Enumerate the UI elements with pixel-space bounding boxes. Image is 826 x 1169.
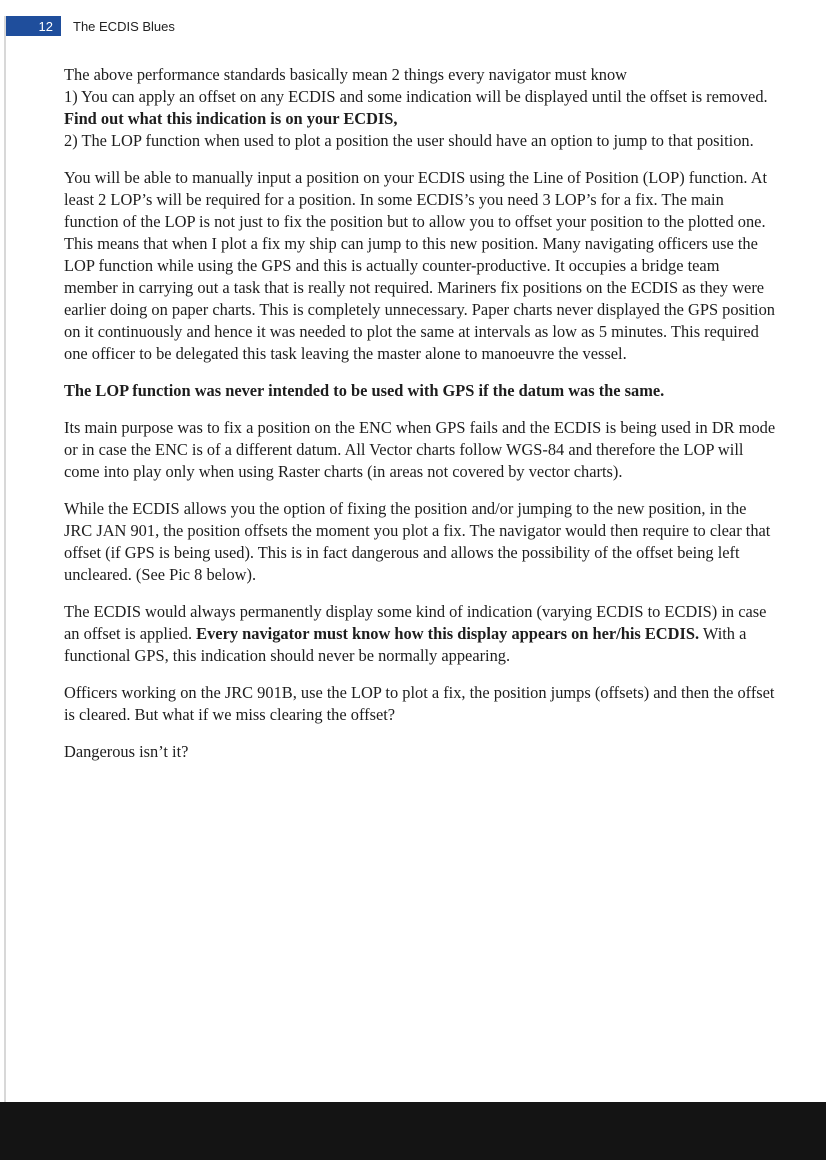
paragraph-lop-warning [64,380,776,402]
paragraph-jrc-offset: While the ECDIS allows you the option of fixing the position and/or jumping to the new position, in the JRC JAN 901, the position offsets the moment you plot a fix. The navigator would then require to clear that offset (if GPS is being used). This is in fact dangerous and allows the possibility of the offset being left uncleared. (See Pic 8 below). [64,499,771,584]
page-body [64,64,776,778]
paragraph-lop-usage: You will be able to manually input a position on your ECDIS using the Line of Position (LOP) function. At least 2 LOP’s will be required for a position. In some ECDIS’s you need 3 LOP’s for a fix. The main function of the LOP is not just to fix the position but to allow you to offset your position to the plotted one. This means that when I plot a fix my ship can jump to this new position. Many navigating officers use the LOP function while using the GPS and this is actually counter-productive. It occupies a bridge team member in carrying out a task that is really not required. Mariners fix positions on the ECDIS as they were earlier doing on paper charts. This is completely unnecessary. Paper charts never displayed the GPS position on it continuously and hence it was needed to plot the same at intervals as low as 5 minutes. This required one officer to be delegated this task leaving the master alone to manoeuvre the vessel. [64,168,775,363]
paragraph-intro [64,64,776,152]
paragraph-jrc-901b: Officers working on the JRC 901B, use the LOP to plot a fix, the position jumps (offsets) and then the offset is cleared. But what if we miss clearing the offset? [64,683,775,724]
lop-warning-bold: The LOP function was never intended to be used with GPS if the datum was the same. [64,381,665,400]
intro-line: The above performance standards basically mean 2 things every navigator must know [64,65,628,84]
indication-text: The ECDIS would always permanently display some kind of indication (varying ECDIS to ECDIS) in case an offset is applied. [64,602,767,643]
paragraph-lop-purpose: Its main purpose was to fix a position on the ENC when GPS fails and the ECDIS is being used in DR mode or in case the ENC is of a different datum. All Vector charts follow WGS-84 and therefore the LOP will come into play only when using Raster charts (in areas not covered by vector charts). [64,418,776,481]
running-title: The ECDIS Blues [73,18,175,34]
paragraph-closing: Dangerous isn’t it? [64,742,189,761]
point-2-text: 2) The LOP function when used to plot a position the user should have an option to jump to that position. [64,131,754,150]
page-number: 12 [6,16,61,36]
point-1-text: 1) You can apply an offset on any ECDIS and some indication will be displayed until the offset is removed. [64,87,768,106]
point-1-emphasis: Find out what this indication is on your ECDIS, [64,109,398,128]
indication-emphasis: Every navigator must know how this display appears on her/his ECDIS. [196,624,700,643]
indication-text-2: With a functional GPS, this indication should never be normally appearing. [64,624,747,665]
page-header [6,16,175,36]
paragraph-offset-indication [64,601,776,667]
scan-footer-band [0,1102,826,1160]
page-edge-shadow [4,16,6,1106]
